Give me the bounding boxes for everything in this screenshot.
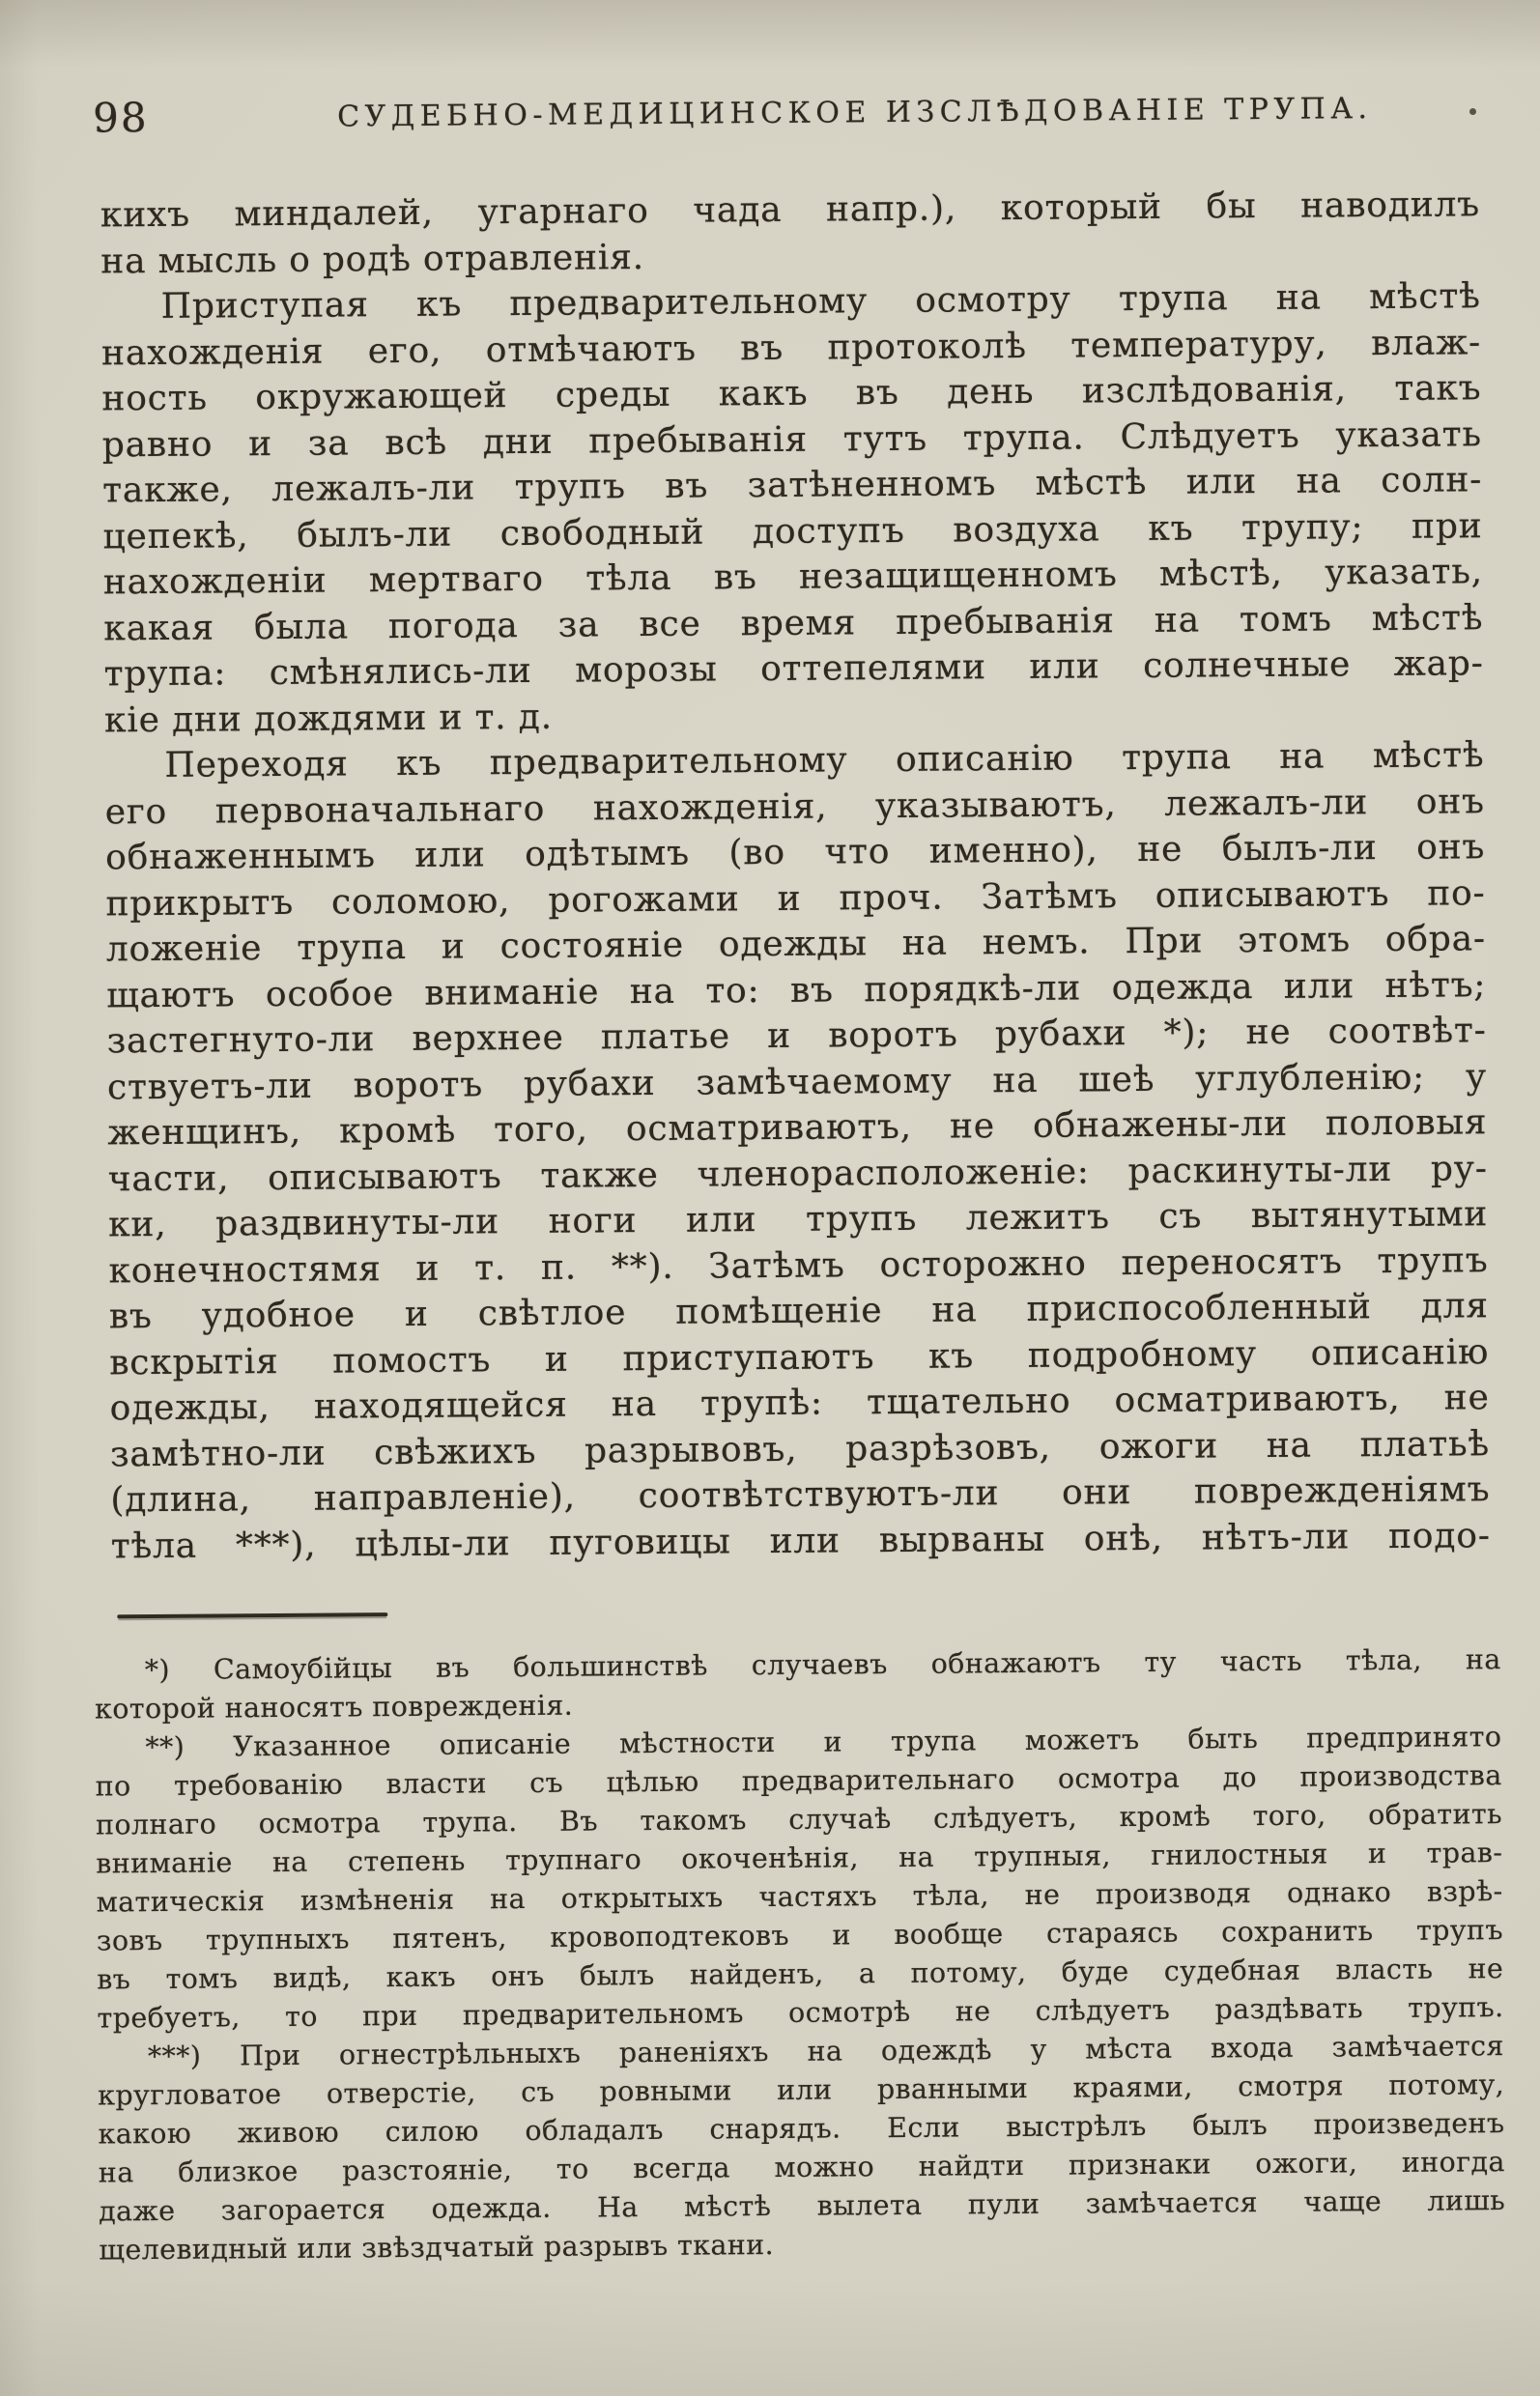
body-text-line: кіе дни дождями и т. д. — [103, 697, 554, 740]
body-text-line: цепекѣ, былъ-ли свободный доступъ воздуха къ трупу; при — [102, 505, 1483, 556]
running-title: СУДЕБНО-МЕДИЦИНСКОЕ ИЗСЛѢДОВАНІЕ ТРУПА. — [337, 92, 1373, 134]
body-text-line: ложеніе трупа и состояніе одежды на немъ. При этомъ обра- — [105, 919, 1487, 970]
body-text-line: застегнуто-ли верхнее платье и воротъ рубахи *); не соотвѣт- — [106, 1011, 1487, 1062]
body-text-line: равно и за всѣ дни пребыванія тутъ трупа. Слѣдуетъ указать — [101, 414, 1482, 465]
body-text-line: ность окружающей среды какъ въ день изслѣдованія, такъ — [101, 368, 1482, 419]
body-text-line: ствуетъ-ли воротъ рубахи замѣчаемому на шеѣ углубленію; у — [106, 1056, 1488, 1107]
body-text-line: Приступая къ предварительному осмотру трупа на мѣстѣ — [160, 276, 1481, 327]
footnote-line: полнаго осмотра трупа. Въ такомъ случаѣ слѣдуетъ, кромѣ того, обратить — [95, 1798, 1503, 1841]
body-text — [100, 182, 1491, 1569]
page-number: 98 — [92, 94, 149, 142]
footnote-line: вниманіе на степень трупнаго окоченѣнія, на трупныя, гнилостныя и трав- — [96, 1837, 1503, 1880]
footnote-line: даже загорается одежда. На мѣстѣ вылета пули замѣчается чаще лишь — [99, 2184, 1506, 2228]
footnote-line: которой наносятъ поврежденія. — [94, 1689, 574, 1726]
body-text-line: прикрытъ соломою, рогожами и проч. Затѣмъ описываютъ по- — [105, 872, 1486, 924]
body-text-line: какая была погода за все время пребыванія на томъ мѣстѣ — [103, 597, 1484, 648]
body-text-line: щаютъ особое вниманіе на то: въ порядкѣ-ли одежда или нѣтъ; — [106, 964, 1487, 1015]
footnote-line: кругловатое отверстіе, съ ровными или рванными краями, смотря потому, — [98, 2068, 1505, 2112]
footnote-line: по требованію власти съ цѣлью предварительнаго осмотра до производства — [95, 1759, 1502, 1803]
body-text-line: вскрытія помостъ и приступаютъ къ подробному описанію — [109, 1331, 1490, 1383]
body-text-line: ки, раздвинуты-ли ноги или трупъ лежитъ съ вытянутыми — [107, 1194, 1489, 1245]
body-text-line: трупа: смѣнялись-ли морозы оттепелями или солнечные жар- — [103, 643, 1484, 695]
body-text-line: также, лежалъ-ли трупъ въ затѣненномъ мѣстѣ или на солн- — [102, 460, 1483, 511]
footnote-line: какою живою силою обладалъ снарядъ. Если выстрѣлъ былъ произведенъ — [98, 2107, 1505, 2151]
footnote-line: въ томъ видѣ, какъ онъ былъ найденъ, а потому, буде судебная власть не — [97, 1953, 1504, 1996]
body-text-line: женщинъ, кромѣ того, осматриваютъ, не обнажены-ли половыя — [107, 1102, 1488, 1154]
body-text-line: конечностямя и т. п. **). Затѣмъ осторожно переносятъ трупъ — [108, 1240, 1489, 1291]
footnote-line: щелевидный или звѣздчатый разрывъ ткани. — [99, 2229, 775, 2267]
footnotes-block — [95, 1640, 1506, 2269]
footnote-line: ***) При огнестрѣльныхъ раненіяхъ на одеждѣ у мѣста входа замѣчается — [147, 2030, 1504, 2073]
body-text-line: тѣла ***), цѣлы-ли пуговицы или вырваны онѣ, нѣтъ-ли подо- — [110, 1515, 1491, 1566]
footnote-line: требуетъ, то при предварительномъ осмотрѣ не слѣдуетъ раздѣвать трупъ. — [97, 1991, 1504, 2035]
footnote-line: **) Указанное описаніе мѣстности и трупа можетъ быть предпринято — [145, 1721, 1502, 1764]
page-header — [0, 75, 1533, 156]
body-text-line: (длина, направленіе), соотвѣтствуютъ-ли они поврежденіямъ — [110, 1469, 1491, 1521]
body-text-line: нахожденія его, отмѣчаютъ въ протоколѣ температуру, влаж- — [100, 322, 1482, 373]
body-text-line: одежды, находящейся на трупѣ: тщательно осматриваютъ, не — [109, 1378, 1490, 1429]
body-text-line: на мысль о родѣ отравленія. — [100, 237, 645, 281]
body-text-line: Переходя къ предварительному описанію трупа на мѣстѣ — [164, 735, 1485, 785]
body-text-line: части, описываютъ также членорасположеніе: раскинуты-ли ру- — [107, 1148, 1488, 1199]
footnote-line: матическія измѣненія на открытыхъ частяхъ тѣла, не производя однако взрѣ- — [96, 1875, 1503, 1919]
body-text-line: обнаженнымъ или одѣтымъ (во что именно), не былъ-ли онъ — [105, 827, 1486, 878]
footnote-line: на близкое разстояніе, то всегда можно найдти признаки ожоги, иногда — [98, 2146, 1505, 2189]
footnote-line: *) Самоубійцы въ большинствѣ случаевъ обнажаютъ ту часть тѣла, на — [144, 1643, 1501, 1687]
body-text-line: замѣтно-ли свѣжихъ разрывовъ, разрѣзовъ, ожоги на платьѣ — [109, 1423, 1491, 1474]
body-text-line: кихъ миндалей, угарнаго чада напр.), который бы наводилъ — [100, 185, 1481, 236]
body-text-line: въ удобное и свѣтлое помѣщеніе на приспособленный для — [108, 1286, 1490, 1337]
body-text-line: его первоначальнаго нахожденія, указываютъ, лежалъ-ли онъ — [104, 781, 1485, 832]
body-text-line: нахожденіи мертваго тѣла въ незащищенномъ мѣстѣ, указать, — [102, 552, 1484, 603]
footnote-separator-rule — [117, 1612, 387, 1618]
footnote-line: зовъ трупныхъ пятенъ, кровоподтековъ и вообще стараясь сохранить трупъ — [96, 1914, 1504, 1957]
